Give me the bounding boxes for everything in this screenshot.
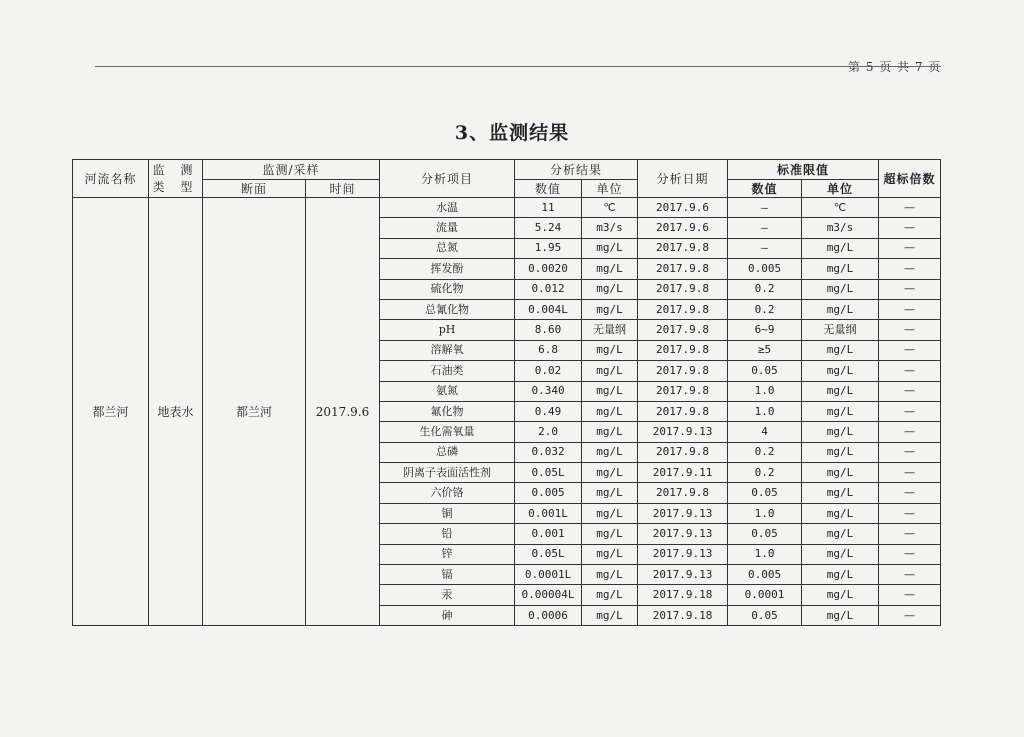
cell-std-unit: mg/L xyxy=(802,340,879,360)
cell-std-value: ≥5 xyxy=(728,340,802,360)
cell-unit: mg/L xyxy=(582,483,638,503)
cell-exceed: — xyxy=(879,483,941,503)
cell-value: 0.0020 xyxy=(515,259,582,279)
cell-exceed: — xyxy=(879,605,941,625)
cell-value: 2.0 xyxy=(515,422,582,442)
cell-std-unit: mg/L xyxy=(802,381,879,401)
header-monitor-type-line2: 类 型 xyxy=(152,179,199,194)
header-monitor-type xyxy=(149,160,203,198)
cell-exceed: — xyxy=(879,524,941,544)
cell-date: 2017.9.6 xyxy=(638,198,728,218)
cell-date: 2017.9.6 xyxy=(638,218,728,238)
cell-exceed: — xyxy=(879,585,941,605)
cell-date: 2017.9.8 xyxy=(638,340,728,360)
cell-unit: mg/L xyxy=(582,401,638,421)
header-std-value: 数值 xyxy=(728,180,802,198)
cell-exceed: — xyxy=(879,279,941,299)
header-river-name: 河流名称 xyxy=(73,160,149,198)
cell-std-unit: mg/L xyxy=(802,585,879,605)
cell-std-unit: mg/L xyxy=(802,524,879,544)
cell-unit: mg/L xyxy=(582,340,638,360)
cell-exceed: — xyxy=(879,361,941,381)
cell-item: 六价铬 xyxy=(380,483,515,503)
header-rule xyxy=(95,66,941,67)
header-exceed-multiple: 超标倍数 xyxy=(879,160,941,198)
results-table xyxy=(72,159,941,626)
cell-unit: mg/L xyxy=(582,299,638,319)
cell-value: 5.24 xyxy=(515,218,582,238)
cell-std-value: 1.0 xyxy=(728,401,802,421)
header-analysis-result: 分析结果 xyxy=(515,160,638,180)
cell-unit: mg/L xyxy=(582,361,638,381)
cell-value: 0.00004L xyxy=(515,585,582,605)
cell-exceed: — xyxy=(879,422,941,442)
cell-unit: mg/L xyxy=(582,605,638,625)
cell-std-value: 1.0 xyxy=(728,503,802,523)
cell-value: 0.001 xyxy=(515,524,582,544)
cell-value: 0.0001L xyxy=(515,565,582,585)
header-unit: 单位 xyxy=(582,180,638,198)
cell-exceed: — xyxy=(879,259,941,279)
cell-std-value: 0.2 xyxy=(728,299,802,319)
time-cell: 2017.9.6 xyxy=(306,198,380,626)
cell-std-value: 0.05 xyxy=(728,605,802,625)
river-name-cell: 都兰河 xyxy=(73,198,149,626)
cell-item: 流量 xyxy=(380,218,515,238)
cell-value: 0.032 xyxy=(515,442,582,462)
cell-std-value: 6~9 xyxy=(728,320,802,340)
results-table-container xyxy=(72,159,940,628)
cell-unit: mg/L xyxy=(582,279,638,299)
cell-std-value: 1.0 xyxy=(728,544,802,564)
cell-item: 总氮 xyxy=(380,238,515,258)
cell-item: 氨氮 xyxy=(380,381,515,401)
cell-exceed: — xyxy=(879,565,941,585)
cell-value: 0.012 xyxy=(515,279,582,299)
cell-item: 硫化物 xyxy=(380,279,515,299)
cell-exceed: — xyxy=(879,503,941,523)
cell-value: 0.004L xyxy=(515,299,582,319)
cell-std-unit: mg/L xyxy=(802,442,879,462)
table-row xyxy=(73,198,941,218)
cell-std-value: 0.005 xyxy=(728,565,802,585)
cell-unit: mg/L xyxy=(582,463,638,483)
cell-std-unit: mg/L xyxy=(802,299,879,319)
cell-std-unit: mg/L xyxy=(802,544,879,564)
cell-item: 挥发酚 xyxy=(380,259,515,279)
cell-value: 0.005 xyxy=(515,483,582,503)
cell-date: 2017.9.18 xyxy=(638,585,728,605)
cell-std-value: — xyxy=(728,238,802,258)
cell-item: 生化需氧量 xyxy=(380,422,515,442)
cell-std-value: 0.2 xyxy=(728,279,802,299)
cell-unit: mg/L xyxy=(582,503,638,523)
cell-std-unit: mg/L xyxy=(802,279,879,299)
cell-std-unit: 无量纲 xyxy=(802,320,879,340)
cell-item: 砷 xyxy=(380,605,515,625)
cell-std-unit: mg/L xyxy=(802,565,879,585)
cell-unit: mg/L xyxy=(582,544,638,564)
cell-item: 汞 xyxy=(380,585,515,605)
cell-value: 1.95 xyxy=(515,238,582,258)
cell-unit: mg/L xyxy=(582,565,638,585)
cell-std-unit: mg/L xyxy=(802,605,879,625)
cell-unit: ℃ xyxy=(582,198,638,218)
cell-item: 总磷 xyxy=(380,442,515,462)
cell-exceed: — xyxy=(879,238,941,258)
cell-std-value: 4 xyxy=(728,422,802,442)
cell-std-value: 0.05 xyxy=(728,361,802,381)
header-section: 断面 xyxy=(203,180,306,198)
header-analysis-item: 分析项目 xyxy=(380,160,515,198)
cell-item: pH xyxy=(380,320,515,340)
header-monitor-type-line1: 监 测 xyxy=(152,162,199,177)
cell-std-value: 0.005 xyxy=(728,259,802,279)
cell-date: 2017.9.11 xyxy=(638,463,728,483)
cell-std-unit: mg/L xyxy=(802,422,879,442)
cell-exceed: — xyxy=(879,544,941,564)
header-std-unit: 单位 xyxy=(802,180,879,198)
cell-unit: mg/L xyxy=(582,238,638,258)
monitor-type-cell: 地表水 xyxy=(149,198,203,626)
cell-std-unit: mg/L xyxy=(802,503,879,523)
cell-std-unit: mg/L xyxy=(802,483,879,503)
cell-unit: mg/L xyxy=(582,585,638,605)
cell-std-value: 0.0001 xyxy=(728,585,802,605)
cell-std-unit: mg/L xyxy=(802,401,879,421)
cell-date: 2017.9.8 xyxy=(638,361,728,381)
cell-item: 阴离子表面活性剂 xyxy=(380,463,515,483)
cell-date: 2017.9.18 xyxy=(638,605,728,625)
results-body xyxy=(73,198,941,626)
cell-date: 2017.9.13 xyxy=(638,503,728,523)
cell-date: 2017.9.8 xyxy=(638,279,728,299)
header-standard-limit: 标准限值 xyxy=(728,160,879,180)
cell-std-value: 0.2 xyxy=(728,463,802,483)
cell-date: 2017.9.13 xyxy=(638,422,728,442)
cell-date: 2017.9.8 xyxy=(638,238,728,258)
cell-value: 0.02 xyxy=(515,361,582,381)
cell-std-value: 0.05 xyxy=(728,524,802,544)
cell-value: 0.0006 xyxy=(515,605,582,625)
cell-std-unit: mg/L xyxy=(802,259,879,279)
cell-unit: mg/L xyxy=(582,381,638,401)
header-value: 数值 xyxy=(515,180,582,198)
cell-value: 0.49 xyxy=(515,401,582,421)
cell-date: 2017.9.8 xyxy=(638,442,728,462)
cell-std-value: — xyxy=(728,198,802,218)
cell-unit: mg/L xyxy=(582,422,638,442)
cell-value: 0.001L xyxy=(515,503,582,523)
cell-std-value: 0.05 xyxy=(728,483,802,503)
cell-item: 水温 xyxy=(380,198,515,218)
cell-item: 氟化物 xyxy=(380,401,515,421)
cell-value: 0.05L xyxy=(515,544,582,564)
cell-date: 2017.9.8 xyxy=(638,320,728,340)
cell-std-value: — xyxy=(728,218,802,238)
cell-exceed: — xyxy=(879,320,941,340)
cell-unit: 无量纲 xyxy=(582,320,638,340)
cell-date: 2017.9.13 xyxy=(638,544,728,564)
cell-value: 11 xyxy=(515,198,582,218)
cell-unit: mg/L xyxy=(582,259,638,279)
cell-date: 2017.9.8 xyxy=(638,483,728,503)
cell-item: 铅 xyxy=(380,524,515,544)
header-monitor-sampling: 监测/采样 xyxy=(203,160,380,180)
cell-std-unit: m3/s xyxy=(802,218,879,238)
cell-unit: m3/s xyxy=(582,218,638,238)
cell-exceed: — xyxy=(879,442,941,462)
cell-date: 2017.9.8 xyxy=(638,401,728,421)
cell-item: 镉 xyxy=(380,565,515,585)
cell-item: 锌 xyxy=(380,544,515,564)
section-cell: 都兰河 xyxy=(203,198,306,626)
cell-item: 铜 xyxy=(380,503,515,523)
cell-date: 2017.9.8 xyxy=(638,381,728,401)
section-title: 3、监测结果 xyxy=(454,122,570,144)
cell-value: 6.8 xyxy=(515,340,582,360)
cell-item: 溶解氧 xyxy=(380,340,515,360)
cell-std-unit: mg/L xyxy=(802,361,879,381)
cell-exceed: — xyxy=(879,401,941,421)
cell-date: 2017.9.13 xyxy=(638,565,728,585)
cell-value: 0.05L xyxy=(515,463,582,483)
cell-value: 8.60 xyxy=(515,320,582,340)
cell-unit: mg/L xyxy=(582,442,638,462)
page-number: 第 5 页 共 7 页 xyxy=(848,60,942,74)
cell-date: 2017.9.13 xyxy=(638,524,728,544)
cell-exceed: — xyxy=(879,218,941,238)
cell-std-value: 1.0 xyxy=(728,381,802,401)
cell-std-unit: ℃ xyxy=(802,198,879,218)
cell-exceed: — xyxy=(879,340,941,360)
cell-unit: mg/L xyxy=(582,524,638,544)
cell-exceed: — xyxy=(879,198,941,218)
cell-std-unit: mg/L xyxy=(802,238,879,258)
header-time: 时间 xyxy=(306,180,380,198)
cell-exceed: — xyxy=(879,463,941,483)
cell-item: 石油类 xyxy=(380,361,515,381)
cell-value: 0.340 xyxy=(515,381,582,401)
cell-std-value: 0.2 xyxy=(728,442,802,462)
header-analysis-date: 分析日期 xyxy=(638,160,728,198)
cell-date: 2017.9.8 xyxy=(638,259,728,279)
cell-item: 总氰化物 xyxy=(380,299,515,319)
cell-std-unit: mg/L xyxy=(802,463,879,483)
cell-date: 2017.9.8 xyxy=(638,299,728,319)
cell-exceed: — xyxy=(879,299,941,319)
cell-exceed: — xyxy=(879,381,941,401)
